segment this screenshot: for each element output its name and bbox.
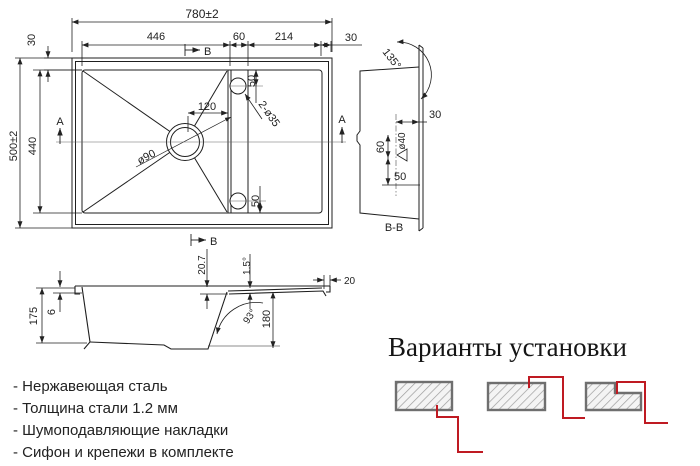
label-wall-angle: 93°	[241, 307, 260, 327]
feature-item-thickness: - Толщина стали 1.2 мм	[13, 400, 178, 417]
section-bb-view	[357, 42, 441, 234]
label-bowl-depth: 180	[261, 309, 273, 329]
label-seg-board: 214	[274, 31, 294, 43]
feature-item-material: - Нержавеющая сталь	[13, 378, 168, 395]
feature-item-siphon: - Сифон и крепежи в комплекте	[13, 444, 234, 461]
label-step-depth: 20.7	[197, 255, 208, 275]
feature-item-noise-pads: - Шумоподавляющие накладки	[13, 422, 229, 439]
installation-title: Варианты установки	[388, 332, 627, 362]
dim-rim-side	[44, 46, 82, 82]
install-option-undermount	[396, 382, 483, 452]
label-rim-height: 6	[46, 308, 58, 316]
installation-diagrams	[396, 377, 668, 452]
label-seg-bowl: 446	[146, 31, 166, 43]
label-rim-overhang: 20	[344, 276, 356, 287]
label-height-total: 500±2	[8, 130, 20, 162]
label-hole-top-offset: 50	[246, 74, 258, 88]
label-section-b-bottom: B	[210, 236, 218, 248]
label-depth-total: 175	[28, 306, 40, 326]
label-bottom-offset: 50	[394, 171, 407, 183]
install-option-flush	[586, 382, 668, 423]
label-holes: 2-ø35	[255, 98, 282, 130]
label-section-a-right: A	[338, 114, 346, 126]
label-section-bb-title: B-B	[384, 222, 404, 234]
drain-mark-triangle	[397, 149, 407, 161]
angle-arc-135	[397, 42, 431, 99]
label-bb-drain-diameter: ø40	[397, 132, 408, 150]
label-drain-offset: 120	[197, 101, 217, 113]
dim-500	[15, 58, 72, 228]
label-hole-bottom-offset: 50	[250, 194, 262, 208]
label-depth-offset: 30	[429, 109, 442, 121]
label-board-angle: 1.5°	[242, 257, 253, 275]
label-section-a-left: A	[56, 116, 64, 128]
label-section-b-top: B	[204, 46, 212, 58]
sink-rim-undermount	[437, 405, 483, 452]
label-seg-holes: 60	[232, 31, 246, 43]
dim-chain-top	[82, 41, 362, 66]
bowl-diagonals	[83, 71, 227, 212]
top-view	[8, 7, 362, 248]
label-width-total: 780±2	[185, 7, 219, 21]
label-drain-diameter: ø90	[135, 147, 158, 168]
label-seg-right-rim: 30	[344, 32, 358, 44]
features-list	[13, 376, 343, 464]
label-height-bowl: 440	[27, 136, 39, 156]
dim-440	[33, 70, 82, 213]
front-section-view	[28, 249, 356, 349]
label-feature-span: 60	[375, 140, 387, 154]
install-option-overmount	[488, 377, 585, 418]
label-rim-side: 30	[26, 33, 38, 47]
label-flange-angle: 135°	[379, 46, 404, 72]
